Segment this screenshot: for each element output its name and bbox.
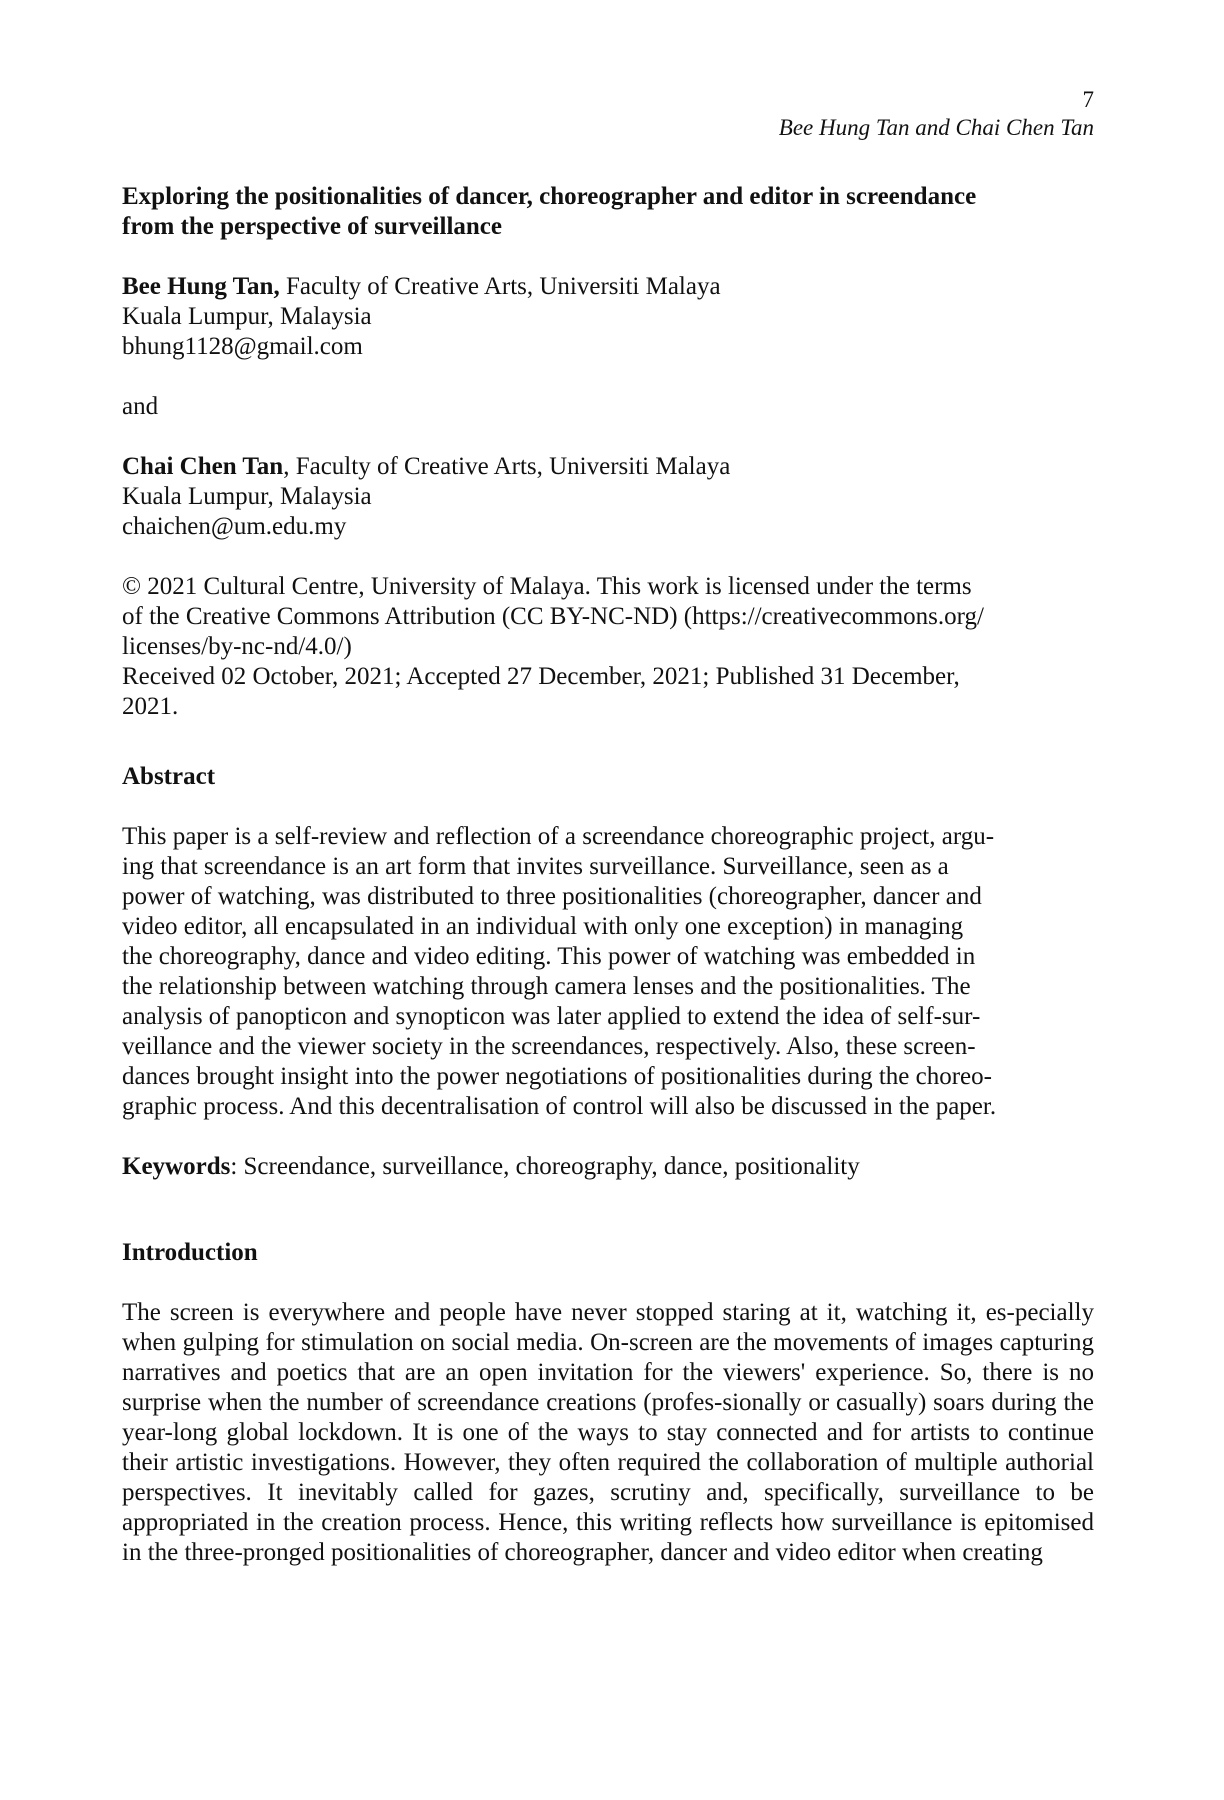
running-head-authors: Bee Hung Tan and Chai Chen Tan [778, 115, 1094, 140]
license-line: © 2021 Cultural Centre, University of Malaya. This work is licensed under the terms [122, 573, 972, 600]
abstract-line: veillance and the viewer society in the screendances, respectively. Also, these screen- [122, 1033, 976, 1060]
dates-line: Received 02 October, 2021; Accepted 27 December, 2021; Published 31 December, [122, 663, 960, 690]
introduction-paragraph: The screen is everywhere and people have never stopped staring at it, watching it, es-pecially when gulping for stimulation on social media. On-screen are the movements of images capturing narratives and poetics that are an open invitation for the viewers' experience. So, there is no surprise when the number of screendance creations (profes-sionally or casually) soars during the year-long global lockdown. It is one of the ways to stay connected and for artists to continue their artistic investigations. However, they often required the collaboration of multiple authorial perspectives. It inevitably called for gazes, scrutiny and, specifically, surveillance to be appropriated in the creation process. Hence, this writing reflects how surveillance is epitomised in the three-pronged positionalities of choreographer, dancer and video editor when creating [122, 1299, 1094, 1566]
paper-page [122, 86, 1094, 1568]
license-block [122, 572, 1094, 722]
author-block-2 [122, 452, 1094, 542]
running-head [122, 86, 1094, 142]
abstract-line: the choreography, dance and video editing. This power of watching was embedded in [122, 943, 976, 970]
abstract-line: video editor, all encapsulated in an individual with only one exception) in managing [122, 913, 964, 940]
abstract-line: analysis of panopticon and synopticon was later applied to extend the idea of self-sur- [122, 1003, 981, 1030]
dates-line: 2021. [122, 693, 179, 720]
keywords [122, 1152, 1094, 1182]
author-2-affiliation: , Faculty of Creative Arts, Universiti Malaya [283, 453, 731, 480]
author-1-email: bhung1128@gmail.com [122, 333, 363, 360]
abstract-line: graphic process. And this decentralisation of control will also be discussed in the paper. [122, 1093, 997, 1120]
author-1-name: Bee Hung Tan, [122, 273, 280, 300]
introduction-heading: Introduction [122, 1239, 258, 1266]
abstract-line: the relationship between watching through camera lenses and the positionalities. The [122, 973, 971, 1000]
abstract-line: power of watching, was distributed to three positionalities (choreographer, dancer and [122, 883, 982, 910]
author-1-line [122, 272, 1094, 302]
abstract-line: ing that screendance is an art form that invites surveillance. Surveillance, seen as a [122, 853, 949, 880]
abstract-heading: Abstract [122, 763, 216, 790]
paper-title [122, 182, 1094, 242]
keywords-label: Keywords [122, 1153, 231, 1180]
paper-title-line: from the perspective of surveillance [122, 213, 502, 240]
author-2-location: Kuala Lumpur, Malaysia [122, 483, 372, 510]
author-conjunction: and [122, 393, 159, 420]
author-2-name: Chai Chen Tan [122, 453, 284, 480]
paper-title-line: Exploring the positionalities of dancer, choreographer and editor in screendance [122, 183, 977, 210]
author-2-line [122, 452, 1094, 482]
author-2-email: chaichen@um.edu.my [122, 513, 347, 540]
page-number: 7 [1082, 87, 1094, 112]
license-line: of the Creative Commons Attribution (CC BY-NC-ND) (https://creativecommons.org/ [122, 603, 984, 630]
abstract-line: dances brought insight into the power negotiations of positionalities during the choreo- [122, 1063, 992, 1090]
abstract-body [122, 822, 1094, 1122]
license-line: licenses/by-nc-nd/4.0/) [122, 633, 352, 660]
abstract-line: This paper is a self-review and reflection of a screendance choreographic project, argu- [122, 823, 995, 850]
author-1-affiliation: Faculty of Creative Arts, Universiti Malaya [279, 273, 721, 300]
author-block-1 [122, 272, 1094, 362]
keywords-list: : Screendance, surveillance, choreography, dance, positionality [230, 1153, 860, 1180]
author-1-location: Kuala Lumpur, Malaysia [122, 303, 372, 330]
